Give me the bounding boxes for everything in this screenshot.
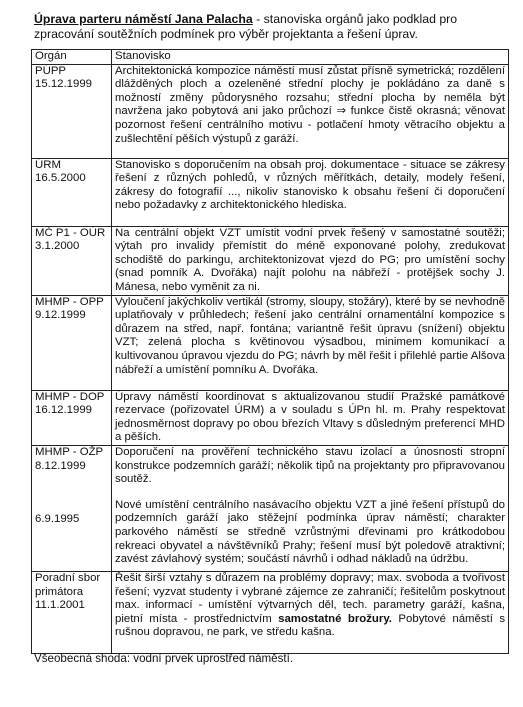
organ-date: 3.1.2000 [35,240,80,253]
table-row [32,226,509,295]
opinion-cell [112,445,509,571]
document-heading [34,12,504,42]
opinion-cell: Na centrální objekt VZT umístit vodní prvek řešený v samostatné soutěži; výtah pro invalidy přemístit do méně exponované polohy, zredukovat schodiště do parkingu, architektonizovat vjezd do PG; pro umístění sochy (snad pomník A. Dvořáka) najít polohu na nábřeží - protějšek sochy J. Mánesa, nebo vyměnit za ni. [112,226,509,295]
column-header-opinion: Stanovisko [112,50,509,65]
opinion-text-end: Pobytové náměstí s rušnou dopravou, ne park, ve středu kašna. [115,612,506,639]
table-row [32,295,509,390]
opinion-cell: Architektonická kompozice náměstí musí zůstat přísně symetrická; rozdělení dlážděných ploch a ozeleněné střední plochy je pokládáno za daně s možností změny půdorysného rozsahu; střední plocha by neměla být navržena jako pobytová ani jako průchozí ⇒ funkce čistě okrasná; věnovat pozornost řešení centrálního motivu - potlačení hmoty větracího objektu a zušlechtění pěších výstupů z garáží. [112,64,509,158]
organ-date: 11.1.2001 [35,599,85,612]
organ-name: PÚPP [35,64,67,77]
opinion-cell: Stanovisko s doporučením na obsah proj. dokumentace - situace se zákresy řešení z různých pohledů, v různých měřítkách, detaily, modely řešení, zákresy do fotografií ..., nikoliv stanovisko k obsahu řešení či doporučení nebo požadavky z architektonického hlediska. [112,158,509,226]
opinion-text: Doporučení na prověření technického stavu izolací a únosnosti stropní konstrukce podzemních garáží; několik tipů na projektanty pro připravovanou soutěž. [115,445,505,486]
document-subtitle: - stanoviska orgánů jako podklad pro zpracování soutěžních podmínek pro výběr projektanta a řešení úprav. [34,12,458,41]
document-title: Úprava parteru náměstí Jana Palacha [34,12,253,26]
table-row [32,445,509,571]
table-row [32,571,509,653]
column-header-organ: Orgán [32,50,112,65]
organ-name: ÚRM [35,158,61,171]
organ-cell [32,158,112,226]
organ-cell [32,226,112,295]
organ-cell [32,571,112,653]
organ-date: 16.12.1999 [35,404,93,417]
opinion-cell [112,571,509,653]
opinion-text-second: Nové umístění centrálního nasávacího objektu VZT a jiné řešení přístupů do podzemních garáží jako stěžejní podmínka úprav náměstí; charakter parkového náměstí se středně vzrůstnými dřevinami pro krátkodobou rekreaci obyvatel a návštěvníků Prahy; řešení musí být poledově atraktivní; zavést závlahový systém; součástí návrhů i odhad nákladů na údržbu. [115,498,505,566]
organ-name: MHMP - OPP [35,295,104,308]
organ-cell [32,64,112,158]
table-row [32,158,509,226]
organ-date: 15.12.1999 [35,78,93,91]
opinions-table [31,49,509,654]
organ-name: MČ P1 - OÚR [35,226,106,239]
organ-name: MHMP - OŽP [35,445,104,458]
opinion-bold-text: samostatné brožury. [278,612,392,625]
organ-date: 16.5.2000 [35,172,86,185]
organ-cell [32,295,112,390]
table-header-row [32,50,509,65]
table-row [32,390,509,445]
organ-date: 9.12.1999 [35,309,86,322]
organ-cell [32,390,112,445]
opinion-cell: Úpravy náměstí koordinovat s aktualizovanou studií Pražské památkové rezervace (pořizovatel ÚRM) a v souladu s ÚPn hl. m. Prahy respektovat jednosměrnost dopravy po obou březích Vltavy s důsledným preferencí MHD a pěších. [112,390,509,445]
table-row [32,64,509,158]
organ-name: MHMP - DOP [35,390,105,403]
organ-date-second: 6.9.1995 [35,513,80,526]
organ-date: 8.12.1999 [35,459,86,472]
opinion-text: Řešit širší vztahy s důrazem na problémy dopravy; max. svoboda a tvořivost řešení; vyzvat studenty i vybrané zájemce ze zahraničí; řešitelům poskytnout max. informací - umístění výtvarných děl, tech. parametry garáží, kašna, pietní místa - prostřednictvím [115,571,505,625]
organ-name: Poradní sbor primátora [35,571,101,598]
general-agreement-note: Všeobecná shoda: vodní prvek uprostřed náměstí. [34,652,294,665]
opinion-cell: Vyloučení jakýchkoliv vertikál (stromy, sloupy, stožáry), které by se nevhodně uplatňovaly v průhledech; řešení jako centrální ornamentální kompozice s důrazem na střed, např. fontána; variantně řešit úpravu (snížení) objektu VZT; zelená plocha s květinovou výsadbou, minimem komunikací a kultivovanou úpravou vjezdu do PG; návrh by měl řešit i přilehlé partie Alšova nábřeží a umístění pomníku A. Dvořáka. [112,295,509,390]
organ-cell [32,445,112,571]
